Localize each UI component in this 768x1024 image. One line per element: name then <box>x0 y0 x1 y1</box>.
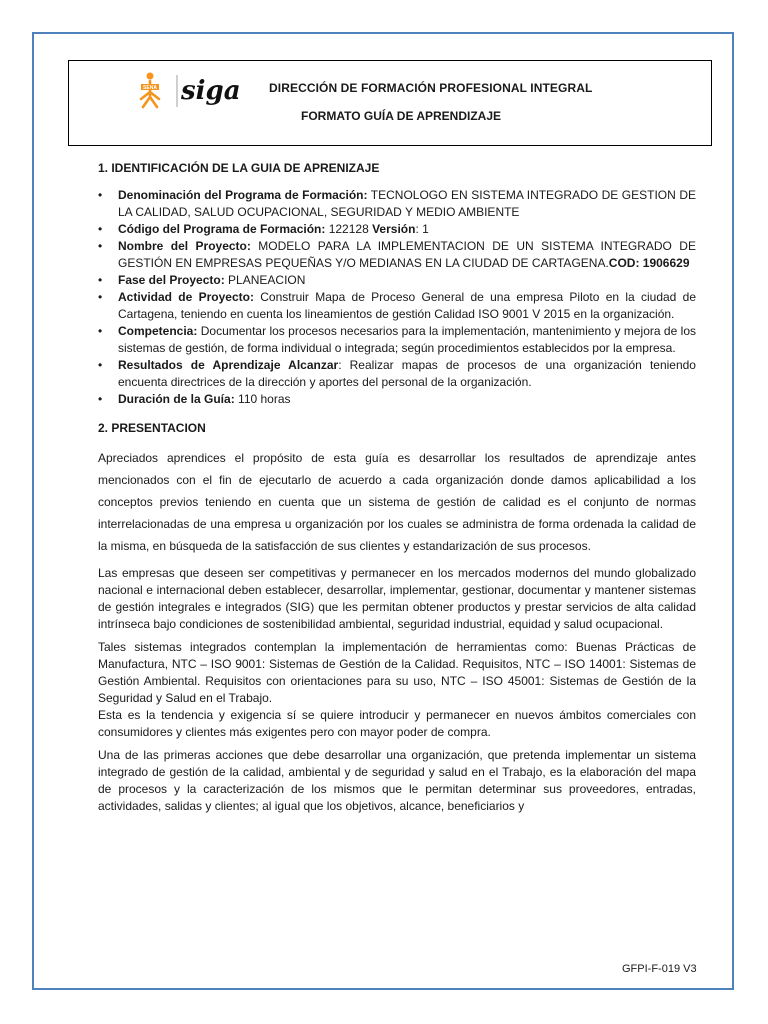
list-item: • Resultados de Aprendizaje Alcanzar: Realizar mapas de procesos de una organización teniendo encuenta directrices de la dirección y aportes del personal de la organización. <box>118 357 696 391</box>
paragraph: Las empresas que deseen ser competitivas y permanecer en los mercados modernos del mundo globalizado nacional e internacional deben establecer, desarrollar, implementar, gestionar, documentar y mantener sistemas de gestión integrales e integrados (SIG) que les permitan obtener productos y prestar servicios de alta calidad intrínseca bajo condiciones de sostenibilidad ambiental, seguridad industrial, equidad y salud ocupacional. <box>98 566 696 631</box>
svg-text:siga: siga <box>181 76 241 106</box>
list-item: • Código del Programa de Formación: 122128 Versión: 1 <box>118 221 696 238</box>
paragraph: Esta es la tendencia y exigencia sí se quiere introducir y permanecer en nuevos ámbitos comerciales con consumidores y clientes más exigentes pero con mayor poder de compra. <box>98 708 696 739</box>
identification-list <box>98 187 696 408</box>
paragraph: Tales sistemas integrados contemplan la implementación de herramientas como: Buenas Prácticas de Manufactura, NTC – ISO 9001: Sistemas de Gestión de la Calidad. Requisitos, NTC – ISO 14001: Sistemas de Gestión Ambiental. Requisitos con orientaciones para su uso, NTC – ISO 45001: Sistemas de Gestión de la Seguridad y Salud en el Trabajo. <box>98 640 696 705</box>
list-item: • Actividad de Proyecto: Construir Mapa de Proceso General de una empresa Piloto en la ciudad de Cartagena, teniendo en cuenta los lineamientos de gestión Calidad ISO 9001 V 2015 en la organización. <box>118 289 696 323</box>
paragraph: Apreciados aprendices el propósito de esta guía es desarrollar los resultados de aprendizaje antes mencionados con el fin de ejecutarlo de acuerdo a cada organización donde damos aplicabilidad a los conceptos previos teniendo en cuenta que un sistema de gestión de calidad es el conjunto de normas interrelacionadas de una empresa u organización por los cuales se administra de forma ordenada la calidad de la misma, en búsqueda de la satisfacción de sus clientes y estandarización de sus procesos. <box>98 451 696 553</box>
sena-logo <box>135 71 165 111</box>
list-item: • Denominación del Programa de Formación: TECNOLOGO EN SISTEMA INTEGRADO DE GESTION DE LA CALIDAD, SALUD OCUPACIONAL, SEGURIDAD Y MEDIO AMBIENTE <box>118 187 696 221</box>
siga-logo <box>173 71 241 111</box>
document-header <box>68 60 712 146</box>
section-2-title: 2. PRESENTACION <box>98 421 206 435</box>
header-title: DIRECCIÓN DE FORMACIÓN PROFESIONAL INTEGRAL <box>269 81 593 95</box>
list-item: • Nombre del Proyecto: MODELO PARA LA IMPLEMENTACION DE UN SISTEMA INTEGRADO DE GESTIÓN EN EMPRESAS PEQUEÑAS Y/O MEDIANAS EN LA CIUDAD DE CARTAGENA.COD: 1906629 <box>118 238 696 272</box>
list-item: • Duración de la Guía: 110 horas <box>118 391 696 408</box>
svg-text:SENA: SENA <box>143 85 157 91</box>
list-item: • Competencia: Documentar los procesos necesarios para la implementación, mantenimiento y mejora de los sistemas de gestión, de forma individual o integrada; según procedimientos establecidos por la empresa. <box>118 323 696 357</box>
list-item: • Fase del Proyecto: PLANEACION <box>118 272 696 289</box>
section-1-title: 1. IDENTIFICACIÓN DE LA GUIA DE APRENIZAJE <box>98 161 380 175</box>
paragraph: Una de las primeras acciones que debe desarrollar una organización, que pretenda implementar un sistema integrado de gestión de la calidad, ambiental y de seguridad y salud en el Trabajo, es la elaboración del mapa de procesos y la caracterización de los mismos que le permitan determinar sus proveedores, entradas, actividades, salidas y clientes; al igual que los objetivos, alcance, beneficiarios y <box>98 748 696 813</box>
form-code: GFPI-F-019 V3 <box>622 963 697 975</box>
header-subtitle: FORMATO GUÍA DE APRENDIZAJE <box>301 109 502 123</box>
document-body <box>98 160 696 815</box>
